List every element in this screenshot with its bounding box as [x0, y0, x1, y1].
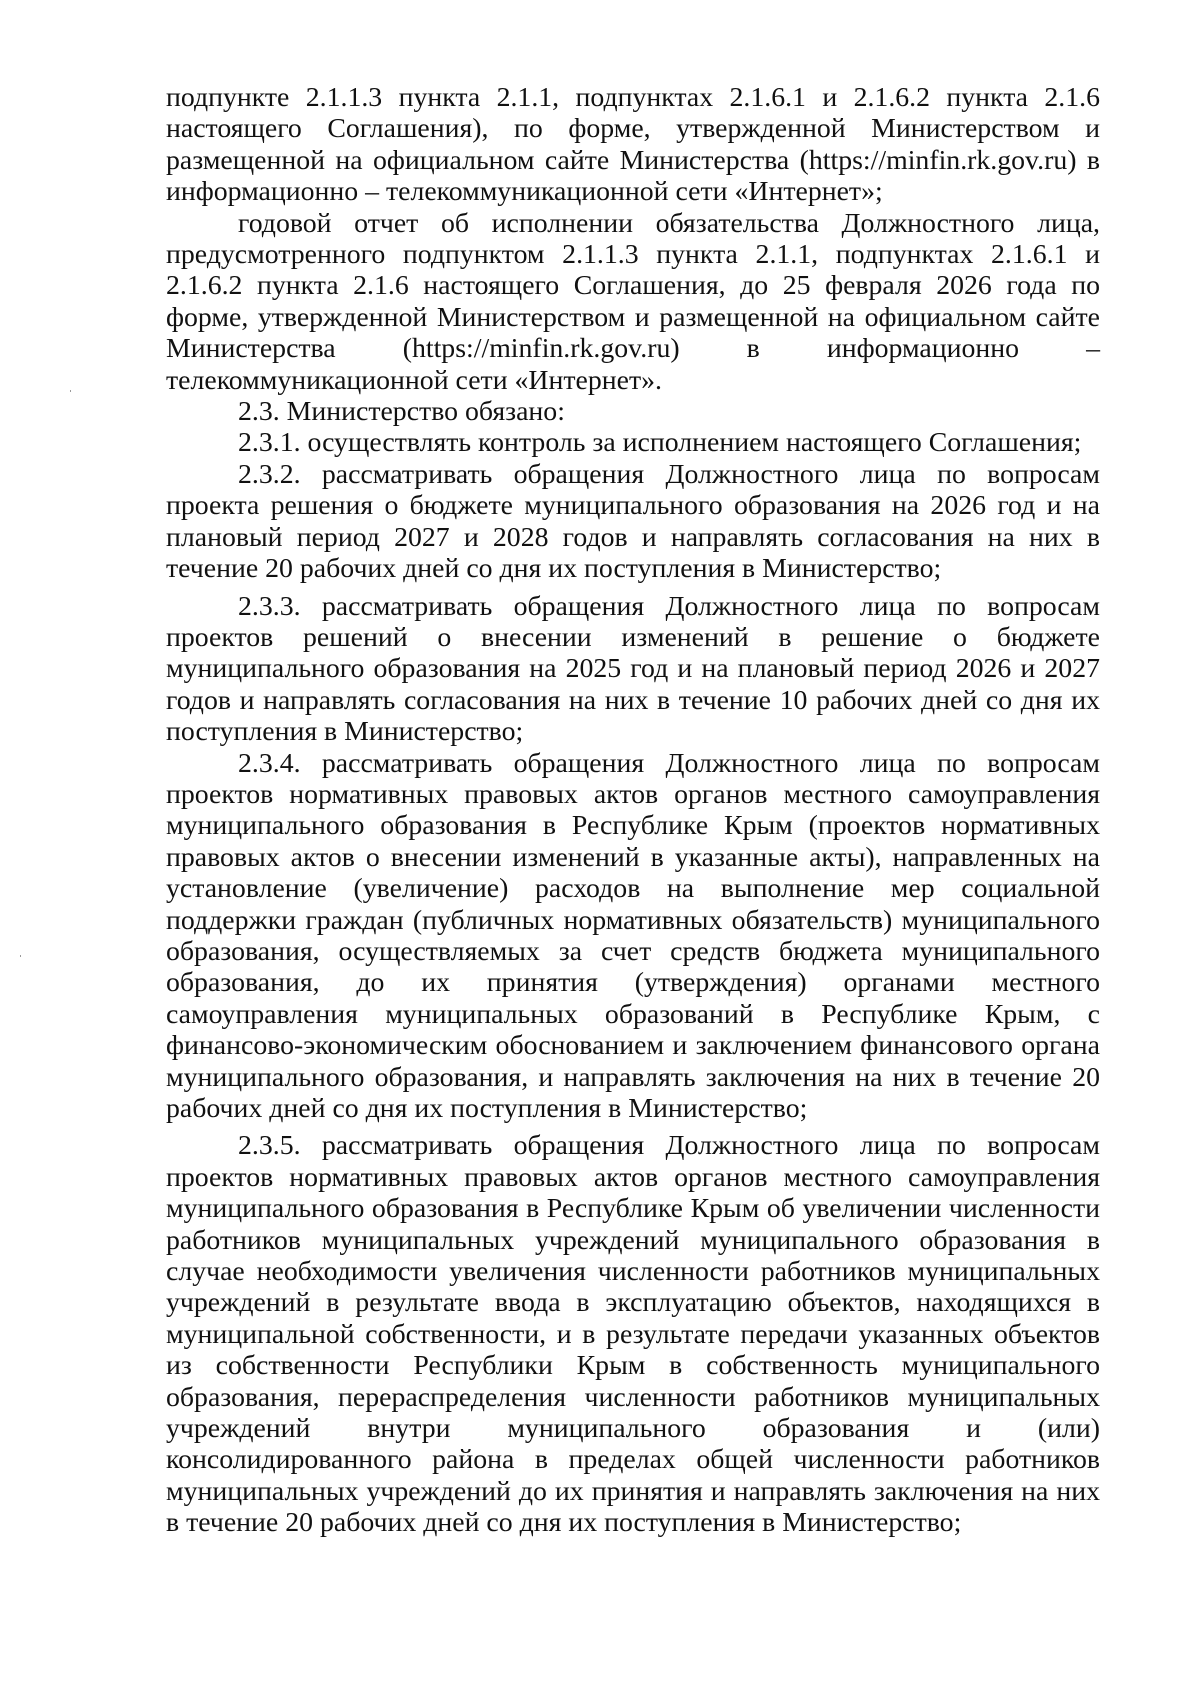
paragraph-annual-report: годовой отчет об исполнении обязательства Должностного лица, предусмотренного подпунктом 2.1.1.3 пункта 2.1.1, подпунктах 2.1.6.1 и 2.1.6.2 пункта 2.1.6 настоящего Соглашения, до 25 февраля 2026 года по форме, утвержденной Министерством и размещенной на официальном сайте Министерства (https://minfin.rk.gov.ru) в информационно – телекоммуникационной сети «Интернет».	[166, 207, 1100, 396]
section-heading-2-3: 2.3. Министерство обязано:	[238, 396, 565, 428]
paragraph-2-3-2: 2.3.2. рассматривать обращения Должностного лица по вопросам проекта решения о бюджете муниципального образования на 2026 год и на плановый период 2027 и 2028 годов и направлять согласования на них в течение 20 рабочих дней со дня их поступления в Министерство;	[166, 458, 1100, 585]
document-body	[166, 82, 1100, 1539]
paragraph-2-3-5: 2.3.5. рассматривать обращения Должностного лица по вопросам проектов нормативных правовых актов органов местного самоуправления муниципального образования в Республике Крым об увеличении численности работников муниципальных учреждений муниципального образования в случае необходимости увеличения численности работников муниципальных учреждений в результате ввода в эксплуатацию объектов, находящихся в муниципальной собственности, и в результате передачи указанных объектов из собственности Республики Крым в собственность муниципального образования, перераспределения численности работников муниципальных учреждений внутри муниципального образования и (или) консолидированного района в пределах общей численности работников муниципальных учреждений до их принятия и направлять заключения на них в течение 20 рабочих дней со дня их поступления в Министерство;	[166, 1130, 1100, 1539]
paragraph-continuation: подпункте 2.1.1.3 пункта 2.1.1, подпунктах 2.1.6.1 и 2.1.6.2 пункта 2.1.6 настоящего Соглашения), по форме, утвержденной Министерством и размещенной на официальном сайте Министерства (https://minfin.rk.gov.ru) в информационно – телекоммуникационной сети «Интернет»;	[166, 82, 1100, 208]
scan-speck	[20, 955, 21, 957]
paragraph-2-3-3: 2.3.3. рассматривать обращения Должностного лица по вопросам проектов решений о внесении изменений в решение о бюджете муниципального образования на 2025 год и на плановый период 2026 и 2027 годов и направлять согласования на них в течение 10 рабочих дней со дня их поступления в Министерство;	[166, 590, 1100, 748]
paragraph-2-3-4: 2.3.4. рассматривать обращения Должностного лица по вопросам проектов нормативных правовых актов органов местного самоуправления муниципального образования в Республике Крым (проектов нормативных правовых актов о внесении изменений в указанные акты), направленных на установление (увеличение) расходов на выполнение мер социальной поддержки граждан (публичных нормативных обязательств) муниципального образования, осуществляемых за счет средств бюджета муниципального образования, до их принятия (утверждения) органами местного самоуправления муниципальных образований в Республике Крым, с финансово-экономическим обоснованием и заключением финансового органа муниципального образования, и направлять заключения на них в течение 20 рабочих дней со дня их поступления в Министерство;	[166, 747, 1100, 1124]
scan-speck	[70, 390, 71, 392]
paragraph-2-3-1: 2.3.1. осуществлять контроль за исполнением настоящего Соглашения;	[238, 427, 1082, 459]
